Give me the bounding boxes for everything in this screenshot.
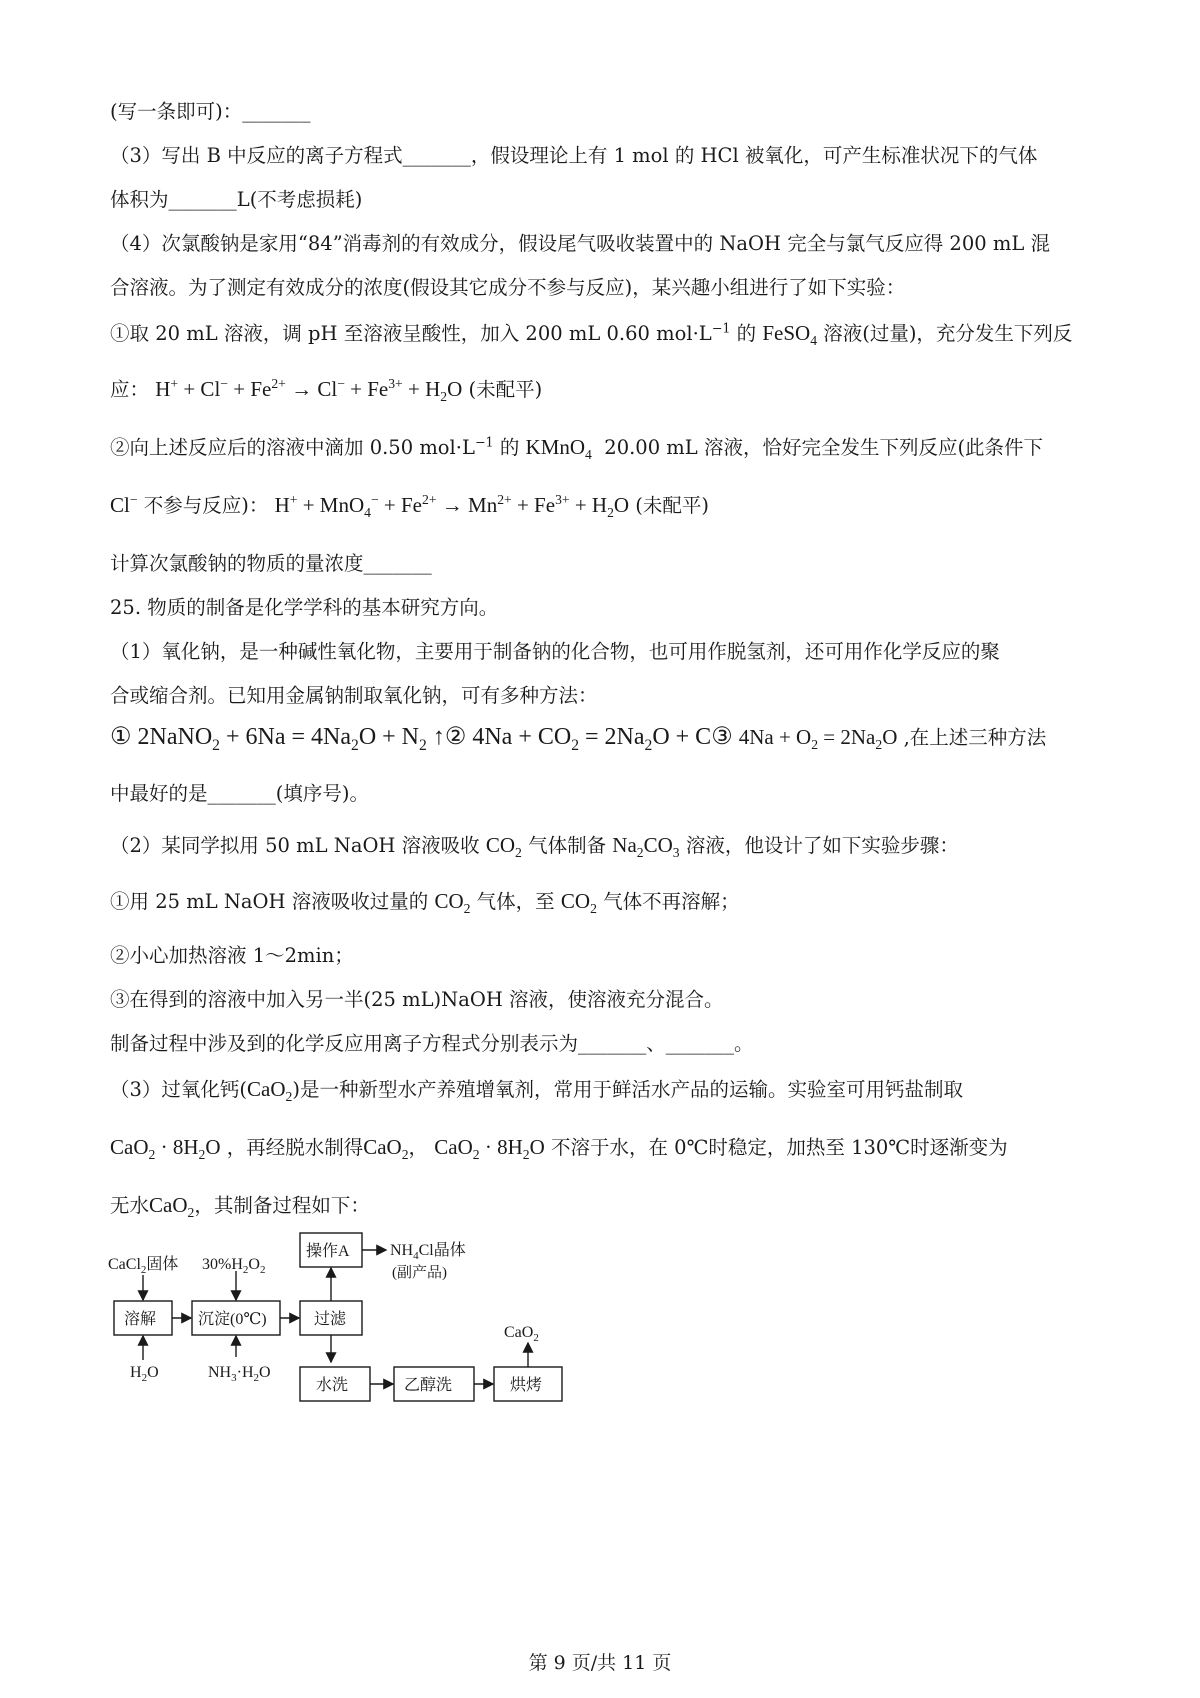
text-line: ③在得到的溶液中加入另一半(25 mL)NaOH 溶液，使溶液充分混合。 xyxy=(110,988,724,1011)
equation-1: $H^+ + Cl^- + Fe^{2+} \to Cl^- + Fe^{3+} + H_2O$ xyxy=(155,376,463,405)
label-h2o2: $30\%H_2O_2$ xyxy=(202,1256,266,1276)
svg-text:烘烤: 烘烤 xyxy=(510,1377,543,1394)
text-line: ②小心加热溶液 1～2min； xyxy=(110,944,354,967)
label-h2o: $H_2O$ xyxy=(130,1364,159,1384)
text-line: 制备过程中涉及到的化学反应用离子方程式分别表示为_______、_______。 xyxy=(110,1032,754,1055)
label-cacl2: CaCl$_2$固体 xyxy=(108,1256,179,1276)
formula-kmno4: KMnO$_4$ xyxy=(525,435,592,463)
step1-line: ①取 20 mL 溶液，调 pH 至溶液呈酸性，加入 200 mL 0.60 $mol\cdot L^{-1}$ 的 FeSO$_4$ 溶液(过量)，充分发生下列反 xyxy=(110,320,1073,349)
label-nh4cl: $NH_4Cl$晶体 xyxy=(390,1242,466,1262)
equation-2: $H^+ + MnO_4^- + Fe^{2+} \to Mn^{2+} + Fe^{3+} + H_2O$ xyxy=(274,492,630,521)
step2-equation-line: Cl− 不参与反应)： $H^+ + MnO_4^- + Fe^{2+} \to Mn^{2+} + Fe^{3+} + H_2O$ (未配平) xyxy=(110,492,710,521)
page-footer: 第 9 页/共 11 页 xyxy=(528,1652,672,1674)
method-equations: ① 2NaNO$_2$ + $6Na = 4Na_2O + N_2$ ↑② $4Na + CO_2 = 2Na_2O$ + C③ xyxy=(110,724,739,754)
q25-3-line3: 无水CaO$_2$，其制备过程如下： xyxy=(110,1193,370,1221)
svg-text:过滤: 过滤 xyxy=(314,1311,347,1328)
label-cao2: CaO$_2$ xyxy=(504,1324,539,1344)
text-line: 计算次氯酸钠的物质的量浓度_______ xyxy=(110,552,432,575)
svg-text:水洗: 水洗 xyxy=(316,1377,349,1394)
formula-feso4: FeSO$_4$ xyxy=(762,321,818,349)
q25-2-step1: ①用 25 mL NaOH 溶液吸收过量的 $CO_2$ 气体，至 $CO_2$ 气体不再溶解； xyxy=(110,889,740,917)
text-line: 体积为_______L(不考虑损耗) xyxy=(110,188,363,211)
methods-line: ① 2NaNO$_2$ + $6Na = 4Na_2O + N_2$ ↑② $4Na + CO_2 = 2Na_2O$ + C③ $4Na + O_2 = 2Na_2O$ ,在上述三种方法 xyxy=(110,724,1047,754)
svg-text:沉淀(0℃): 沉淀(0℃) xyxy=(198,1311,267,1328)
svg-text:操作A: 操作A xyxy=(306,1243,350,1260)
process-flow-diagram xyxy=(100,1225,620,1425)
text-line: （4）次氯酸钠是家用“84”消毒剂的有效成分，假设尾气吸收装置中的 NaOH 完全与氯气反应得 200 mL 混 xyxy=(110,232,1050,255)
step1-equation-line: 应： $H^+ + Cl^- + Fe^{2+} \to Cl^- + Fe^{3+} + H_2O$ (未配平) xyxy=(110,376,543,405)
label-nh3h2o: $NH_3\cdot H_2O$ xyxy=(208,1364,271,1384)
q25-3-line: （3）过氧化钙(CaO$_2$)是一种新型水产养殖增氧剂，常用于鲜活水产品的运输。实验室可用钙盐制取 xyxy=(110,1077,963,1105)
text-line: 合或缩合剂。已知用金属钠制取氧化钠，可有多种方法： xyxy=(110,684,598,707)
text-line: (写一条即可)：_______ xyxy=(110,100,311,123)
text-line: 合溶液。为了测定有效成分的浓度(假设其它成分不参与反应)，某兴趣小组进行了如下实验： xyxy=(110,276,906,299)
q25-2-line: （2）某同学拟用 50 mL NaOH 溶液吸收 $CO_2$ 气体制备 $Na_2CO_3$ 溶液，他设计了如下实验步骤： xyxy=(110,833,959,861)
q25-3-line2: $CaO_2 \cdot 8H_2O$ ，再经脱水制得CaO$_2$， $CaO_2 \cdot 8H_2O$ 不溶于水，在 0℃时稳定，加热至 130℃时逐渐变为 xyxy=(110,1135,1008,1163)
question-title: 25. 物质的制备是化学学科的基本研究方向。 xyxy=(110,596,499,619)
step2-line: ②向上述反应后的溶液中滴加 0.50 $mol\cdot L^{-1}$ 的 KMnO$_4$ 20.00 mL 溶液，恰好完全发生下列反应(此条件下 xyxy=(110,434,1044,463)
svg-text:乙醇洗: 乙醇洗 xyxy=(404,1377,453,1394)
svg-text:(副产品): (副产品) xyxy=(392,1265,447,1281)
text-line: （3）写出 B 中反应的离子方程式_______，假设理论上有 1 mol 的 HCl 被氧化，可产生标准状况下的气体 xyxy=(110,144,1038,167)
text-line: 中最好的是_______(填序号)。 xyxy=(110,782,369,805)
svg-text:溶解: 溶解 xyxy=(124,1311,157,1328)
text-line: （1）氧化钠，是一种碱性氧化物，主要用于制备钠的化合物，也可用作脱氢剂，还可用作化学反应的聚 xyxy=(110,640,1000,663)
